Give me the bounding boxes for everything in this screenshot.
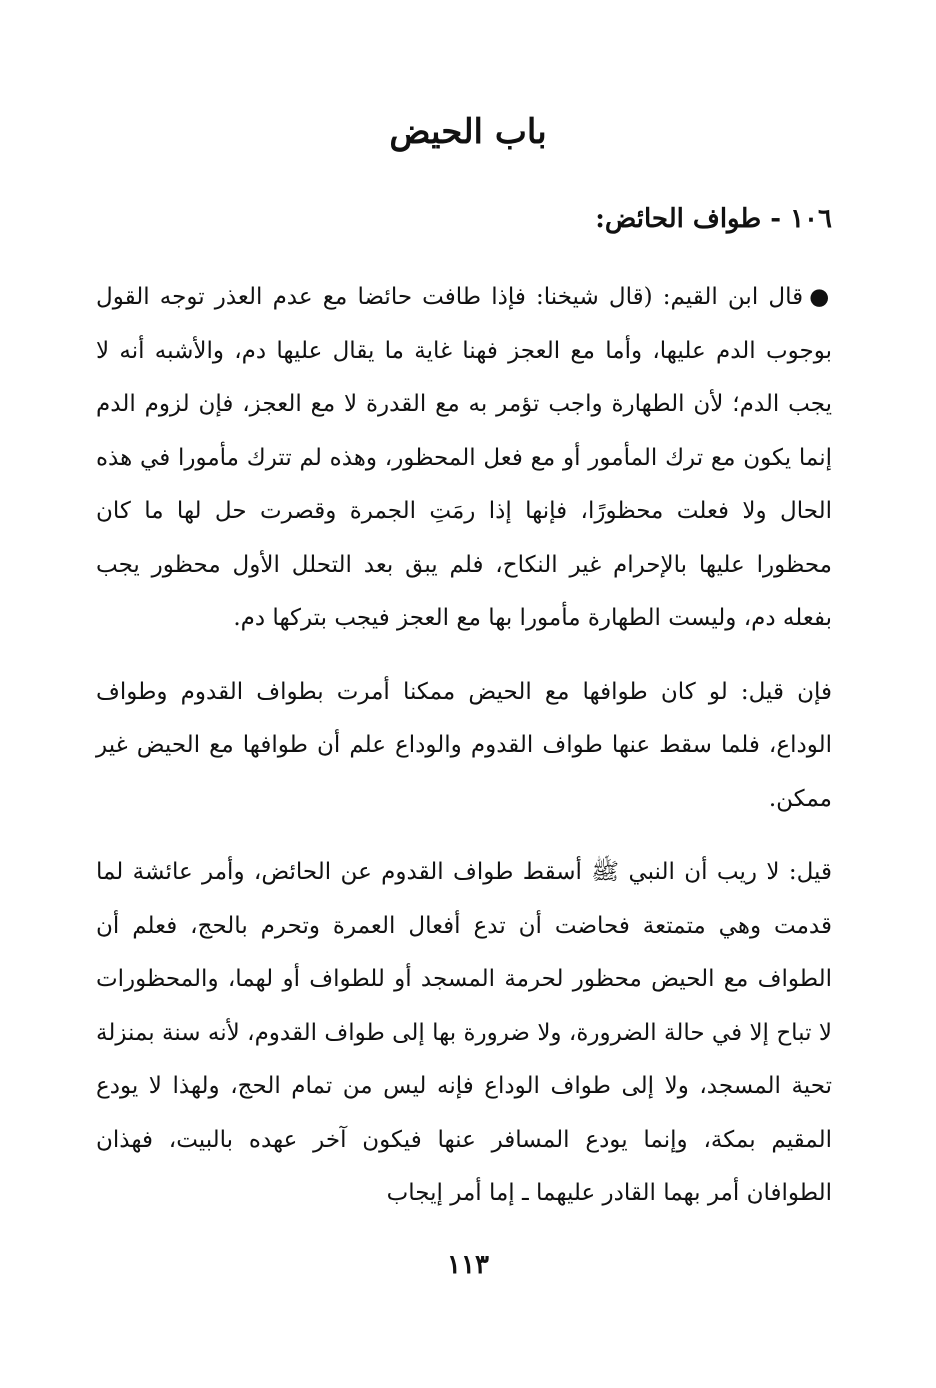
paragraph: [96, 270, 832, 646]
section-heading: ١٠٦ - طواف الحائض:: [595, 204, 832, 234]
paragraph-text: قال ابن القيم: (قال شيخنا: فإذا طافت حائضا مع عدم العذر توجه القول بوجوب الدم عليها، وأما مع العجز فهنا غاية ما يقال عليها دم، والأشبه أنه لا يجب الدم؛ لأن الطهارة واجب تؤمر به مع القدرة لا مع العجز، فإن لزوم الدم إنما يكون مع ترك المأمور أو مع فعل المحظور، وهذه لم تترك مأمورا في هذه الحال ولا فعلت محظورًا، فإنها إذا رمَتِ الجمرة وقصرت حل لها ما كان محظورا عليها بالإحرام غير النكاح، فلم يبق بعد التحلل الأول محظور يجب بفعله دم، وليست الطهارة مأمورا بها مع العجز فيجب بتركها دم.: [96, 284, 832, 631]
body-text: [96, 270, 832, 1221]
paragraph-text: قيل: لا ريب أن النبي ﷺ أسقط طواف القدوم عن الحائض، وأمر عائشة لما قدمت وهي متمتعة فحاضت أن تدع أفعال العمرة وتحرم بالحج، فعلم أن الطواف مع الحيض محظور لحرمة المسجد أو للطواف أو لهما، والمحظورات لا تباح إلا في حالة الضرورة، ولا ضرورة بها إلى طواف القدوم، لأنه سنة بمنزلة تحية المسجد، ولا إلى طواف الوداع فإنه ليس من تمام الحج، ولهذا لا يودع المقيم بمكة، وإنما يودع المسافر عنها فيكون آخر عهده بالبيت، فهذان الطوافان أمر بهما القادر عليهما ـ إما أمر إيجاب: [96, 859, 832, 1206]
chapter-title: باب الحيض: [389, 112, 547, 152]
bullet-icon: ●: [809, 283, 832, 310]
paragraph: [96, 666, 832, 827]
paragraph: [96, 846, 832, 1221]
paragraph-text: فإن قيل: لو كان طوافها مع الحيض ممكنا أمرت بطواف القدوم وطواف الوداع، فلما سقط عنها طواف القدوم والوداع علم أن طوافها مع الحيض غير ممكن.: [96, 678, 832, 812]
page-number: ١١٣: [447, 1250, 489, 1280]
